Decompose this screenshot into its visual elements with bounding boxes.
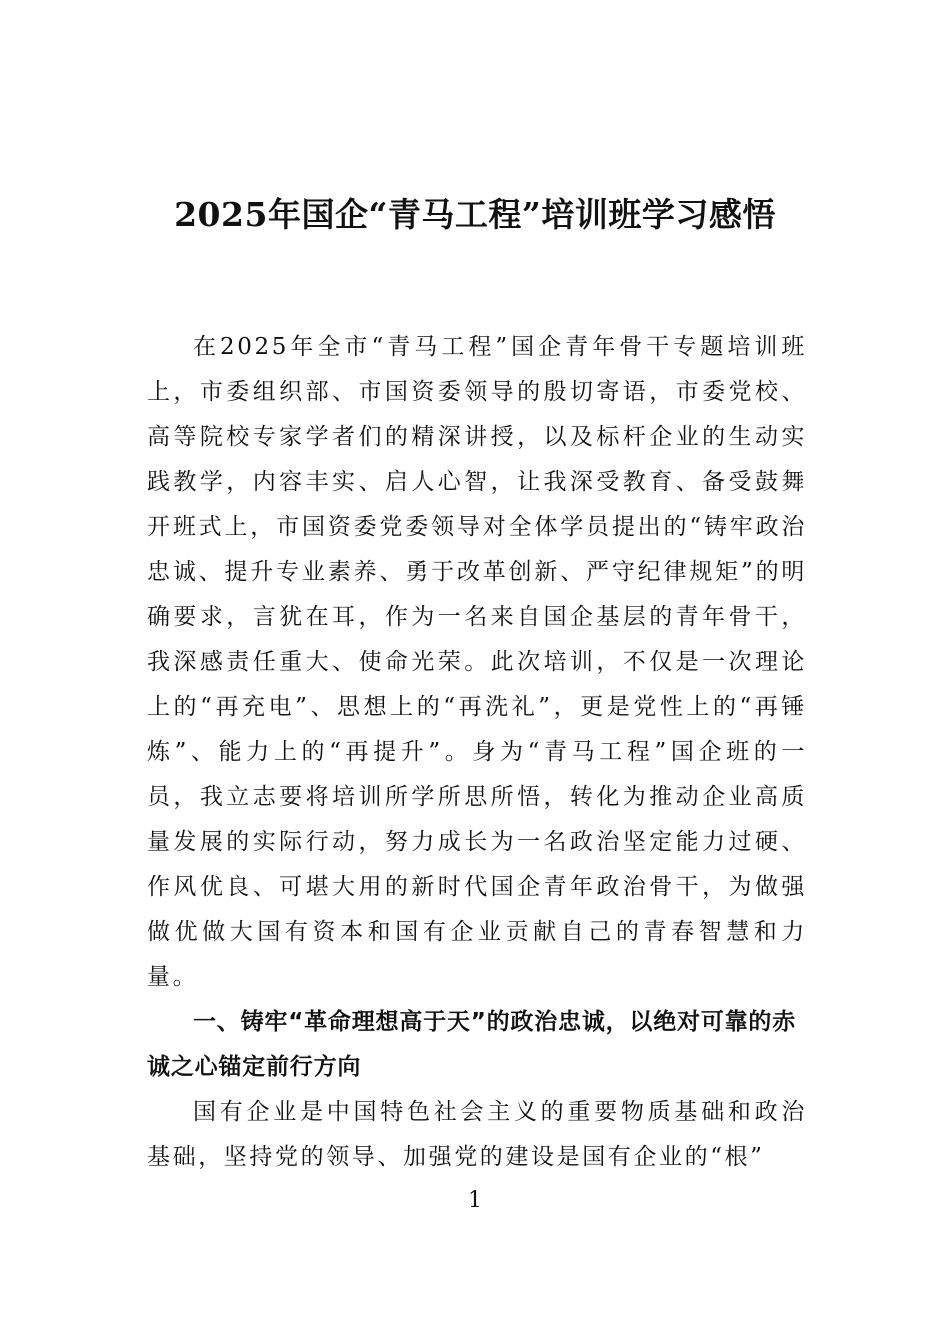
section-paragraph: 国有企业是中国特色社会主义的重要物质基础和政治基础，坚持党的领导、加强党的建设是国有企业的“根” <box>147 1099 807 1170</box>
section-heading: 一、铸牢“革命理想高于天”的政治忠诚，以绝对可靠的赤诚之心锚定前行方向 <box>147 1009 797 1080</box>
document-body <box>147 325 807 1180</box>
document-title: 2025年国企“青马工程”培训班学习感悟 <box>174 195 776 234</box>
intro-paragraph: 在2025年全市“青马工程”国企青年骨干专题培训班上，市委组织部、市国资委领导的殷切寄语，市委党校、高等院校专家学者们的精深讲授，以及标杆企业的生动实践教学，内容丰实、启人心智，让我深受教育、备受鼓舞开班式上，市国资委党委领导对全体学员提出的“铸牢政治忠诚、提升专业素养、勇于改革创新、严守纪律规矩”的明确要求，言犹在耳，作为一名来自国企基层的青年骨干，我深感责任重大、使命光荣。此次培训，不仅是一次理论上的“再充电”、思想上的“再洗礼”，更是党性上的“再锤炼”、能力上的“再提升”。身为“青马工程”国企班的一员，我立志要将培训所学所思所悟，转化为推动企业高质量发展的实际行动，努力成长为一名政治坚定能力过硬、作风优良、可堪大用的新时代国企青年政治骨干，为做强做优做大国有资本和国有企业贡献自己的青春智慧和力量。 <box>147 334 807 990</box>
page-number: 1 <box>468 1188 482 1213</box>
